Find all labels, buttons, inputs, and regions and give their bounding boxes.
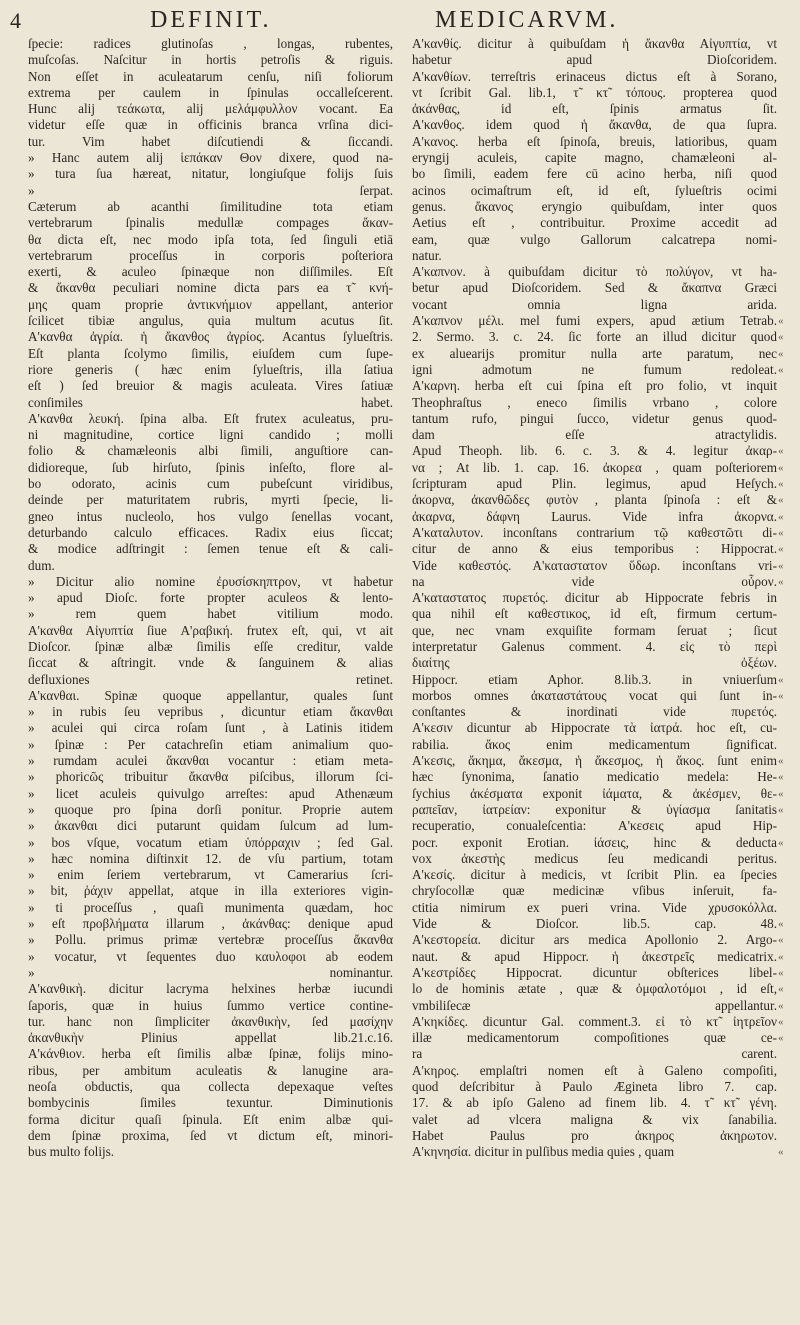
margin-quote-mark xyxy=(778,150,796,166)
text-line: 2. Sermo. 3. c. 24. ſic forte an illud dicitur quod xyxy=(412,329,777,345)
margin-quote-mark: « xyxy=(778,445,784,458)
text-line: genus. ἄκανος eryngio quibuſdam, inter quos xyxy=(412,198,777,214)
text-line: ſpecie: radices glutinoſas , longas, rubentes, xyxy=(28,36,393,51)
text-line: » aculei qui circa roſam ſunt , à Latinis itidem xyxy=(28,720,393,736)
margin-quote-mark: « xyxy=(778,673,784,686)
text-line: Α'καταλυτον. inconſtans contrarium τῷ καθεστῶτι di- xyxy=(412,524,777,540)
right-margin-quote-marks xyxy=(778,36,796,1160)
text-line: conſimiles habet. xyxy=(28,394,393,410)
text-line: ni magnitudine, cortice ligni candido ; molli xyxy=(28,427,393,443)
text-line: ἀκαρνα, δάφνη Laurus. Vide infra ἀκορνα. xyxy=(412,508,777,524)
text-line: bombycinis ſimiles texuntur. Diminutionis xyxy=(28,1095,393,1111)
text-line: que, nec vnam exquiſite formam ſeruat ; ſicut xyxy=(412,622,777,638)
text-line: » enim ſeriem vertebrarum, vt Camerarius ſcri- xyxy=(28,867,393,883)
text-line: forma dicitur quaſi ſpinula. Eſt enim albæ qui- xyxy=(28,1111,393,1127)
margin-quote-mark: « xyxy=(778,363,784,376)
margin-quote-mark: « xyxy=(778,331,784,344)
text-line: Α'κηκίδες. dicuntur Gal. comment.3. εἰ τὸ κτ̃ ἰητρεῖον xyxy=(412,1013,777,1029)
text-line: pocr. exponit Erotian. ἰάσεις, hinc & deducta xyxy=(412,834,777,850)
text-line: vox ἀκεστὴς medicus ſeu medicandi peritus. xyxy=(412,850,777,866)
text-line: ex aluearijs promitur nulla arte paratum, nec xyxy=(412,345,777,361)
text-line: » ſpinæ : Per catachreſin etiam animalium quo- xyxy=(28,736,393,752)
text-line: Α'κανθίς. dicitur à quibuſdam ἡ ἄκανθα Αἰγυπτία, vt xyxy=(412,36,777,51)
text-line: » Pollu. primus primæ vertebræ proceſſus ἄκανθα xyxy=(28,932,393,948)
margin-quote-mark xyxy=(778,166,796,182)
text-line: eam, quæ vulgo Gallorum calcatrepa nomi- xyxy=(412,231,777,247)
text-line: & modice adſtringit : ſemen tenue eſt & cali- xyxy=(28,541,393,557)
margin-quote-mark xyxy=(778,199,796,215)
margin-quote-mark: « xyxy=(778,494,784,507)
text-line: Α'κάνθιον. herba eſt ſimilis albæ ſpinæ, folijs mino- xyxy=(28,1046,393,1062)
text-line: ſaporis, quæ in huius ſummo vertice contine- xyxy=(28,997,393,1013)
text-line: eryngij aculeis, capite magno, chamæleoni al- xyxy=(412,150,777,166)
margin-quote-mark: « xyxy=(778,983,784,996)
margin-quote-mark: « xyxy=(778,755,784,768)
text-line: Α'κεσίς. dicitur à medicis, vt ſcribit Plin. ea ſpecies xyxy=(412,867,777,883)
text-line: » ti proceſſus , quaſi munimenta quædam, hoc xyxy=(28,899,393,915)
text-line: vocant omnia ligna arida. xyxy=(412,296,777,312)
text-line: » hæc nomina diſtinxit 12. de vſu partium, totam xyxy=(28,850,393,866)
text-line: Α'κανθαι. Spinæ quoque appellantur, quales ſunt xyxy=(28,687,393,703)
text-line: » tura ſua hæreat, nitatur, longiuſque folijs ſuis xyxy=(28,166,393,182)
right-text-column xyxy=(412,36,777,1160)
text-line: Vide & Dioſcor. lib.5. cap. 48. xyxy=(412,916,777,932)
text-line: dem ſpinæ proxima, ſed vt dictum eſt, minori- xyxy=(28,1127,393,1143)
text-line: Α'καρνη. herba eſt cui ſpina eſt pro folio, vt inquit xyxy=(412,378,777,394)
margin-quote-mark xyxy=(778,851,796,867)
text-line: » eſt προβλήματα illarum , ἀκάνθας: denique apud xyxy=(28,916,393,932)
text-line: διαίτης ὀξέων. xyxy=(412,655,777,671)
running-title-right: MEDICARVM. xyxy=(435,7,619,33)
text-line: 17. & ab ipſo Galeno ad finem lib. 4. τ̃ κτ̃ γένη. xyxy=(412,1095,777,1111)
margin-quote-mark: « xyxy=(778,478,784,491)
text-line: Α'κεστρίδες Hippocrat. dicuntur obſterices libel- xyxy=(412,964,777,980)
text-line: » bos vſque, vocatum etiam ὑπόρραχιν ; ſed Gal. xyxy=(28,834,393,850)
text-line: tur. hanc non ſimpliciter ἀκανθικὴν, ſed μασίχην xyxy=(28,1013,393,1029)
text-line: folio & chamæleonis albi ſimili, anguſtiore can- xyxy=(28,443,393,459)
text-line: dam eſſe atractylidis. xyxy=(412,427,777,443)
text-line: muſcoſas. Naſcitur in hortis petroſis & riguis. xyxy=(28,52,393,68)
text-line: Α'κανθικὴ. dicitur lacryma helxines herbæ iucundi xyxy=(28,981,393,997)
margin-quote-mark xyxy=(778,183,796,199)
margin-quote-mark: « xyxy=(778,461,784,474)
margin-quote-mark xyxy=(778,1095,796,1111)
text-line: valet ad vlcera maligna & vix ſanabilia. xyxy=(412,1111,777,1127)
text-line: Α'κεσιν dicuntur ab Hippocrate τὰ ἰατρά. hoc eſt, cu- xyxy=(412,720,777,736)
margin-quote-mark xyxy=(778,85,796,101)
text-line: chryſocollæ quæ medicinæ vſibus inſeruit, fa- xyxy=(412,883,777,899)
margin-quote-mark xyxy=(778,297,796,313)
text-line: habetur apud Dioſcoridem. xyxy=(412,52,777,68)
text-line: extrema per caulem in ſpinulas occalleſcerent. xyxy=(28,84,393,100)
margin-quote-mark xyxy=(778,232,796,248)
running-header xyxy=(0,4,800,34)
text-line: eſt ) ſed breuior & magis aculeata. Vires ſatiuæ xyxy=(28,378,393,394)
text-line: ἀκάνθας, id eſt, ſpinis armatus ſit. xyxy=(412,101,777,117)
margin-quote-mark xyxy=(778,1063,796,1079)
text-line: defluxiones retinet. xyxy=(28,671,393,687)
margin-quote-mark: « xyxy=(778,526,784,539)
text-line: » Hanc autem alij ἱεπάκαν Θον dixere, quod na- xyxy=(28,150,393,166)
text-line: Α'καπνον. à quibuſdam dicitur τὸ πολύγον, vt ha- xyxy=(412,264,777,280)
text-line: Cæterum ab acanthi ſimilitudine tota etiam xyxy=(28,198,393,214)
text-line: ſiccat & aſtringit. vnde & ſanguinem & alias xyxy=(28,655,393,671)
text-line: Α'κανος. herba eſt ſpinoſa, breuis, latioribus, quam xyxy=(412,133,777,149)
text-line: Α'κεστορεία. dicitur ars medica Apollonio 2. Argo- xyxy=(412,932,777,948)
text-line: morbos omnes ἀκαταστάτους vocat qui ſunt in- xyxy=(412,687,777,703)
text-line: ctitia nimirum ex pueri vrina. Vide χρυσοκόλλα. xyxy=(412,899,777,915)
margin-quote-mark: « xyxy=(778,510,784,523)
text-line: vt ſcribit Gal. lib.1, τ̃ κτ̃ τόπους. propterea quod xyxy=(412,84,777,100)
text-line: natur. xyxy=(412,247,442,263)
text-line: » quoque pro ſpina dorſi ponitur. Proprie autem xyxy=(28,801,393,817)
text-line: Apud Theoph. lib. 6. c. 3. & 4. legitur ἀκαρ- xyxy=(412,443,777,459)
margin-quote-mark xyxy=(778,215,796,231)
margin-quote-mark xyxy=(778,411,796,427)
text-line: » phoricῶς tribuitur ἄκανθα piſcibus, illorum ſci- xyxy=(28,769,393,785)
text-line: & ἄκανθα peculiari nomine dicta pars ea τ̃ κνή- xyxy=(28,280,393,296)
text-line: Eſt planta ſcolymo ſimilis, eiuſdem cum ſupe- xyxy=(28,345,393,361)
margin-quote-mark: « xyxy=(778,575,784,588)
text-line: citur de anno & eius temporibus : Hippocrat. xyxy=(412,541,777,557)
text-line: Theophraſtus , eneco ſimilis vrbano , colore xyxy=(412,394,777,410)
margin-quote-mark xyxy=(778,639,796,655)
text-line: bo odorato, acinis cum pubeſcunt viridibus, xyxy=(28,476,393,492)
running-title-left: DEFINIT. xyxy=(150,7,272,33)
text-line: vertebrarum ſpinalis medullæ compages ἄκαν- xyxy=(28,215,393,231)
margin-quote-mark: « xyxy=(778,347,784,360)
margin-quote-mark: « xyxy=(778,543,784,556)
text-line: » licet aculeis quivulgo arreſtes: apud Athenæum xyxy=(28,785,393,801)
text-line: » rumdam aculei ἄκανθαι vocantur : etiam meta- xyxy=(28,753,393,769)
margin-quote-mark xyxy=(778,378,796,394)
text-line: illæ medicamentorum compoſitiones quæ ce- xyxy=(412,1030,777,1046)
text-line: Α'κηρος. emplaſtri nomen eſt à Galeno compoſiti, xyxy=(412,1062,777,1078)
text-line: ſcilicet tibiæ angulus, quia multum acutus ſit. xyxy=(28,313,393,329)
text-line: riore generis ( hæc enim ſylueſtris, illa ſatiua xyxy=(28,361,393,377)
margin-quote-mark: « xyxy=(778,771,784,784)
text-line: vmbiliſecæ appellantur. xyxy=(412,997,777,1013)
margin-quote-mark: « xyxy=(778,689,784,702)
margin-quote-mark xyxy=(778,36,796,52)
text-line: ra carent. xyxy=(412,1046,777,1062)
text-line: neoſa obductis, qua collecta depexaque veſtes xyxy=(28,1079,393,1094)
margin-quote-mark xyxy=(778,606,796,622)
text-line: » in rubis ſeu vepribus , dicuntur etiam ἄκανθαι xyxy=(28,704,393,720)
margin-quote-mark xyxy=(778,264,796,280)
text-line: » rem quem habet vitilium modo. xyxy=(28,606,393,622)
margin-quote-mark xyxy=(778,1128,796,1144)
text-line: didioreque, ſub hirſuto, ſpinis inſeſto, flore al- xyxy=(28,459,393,475)
margin-quote-mark xyxy=(778,101,796,117)
margin-quote-mark xyxy=(778,395,796,411)
margin-quote-mark xyxy=(778,704,796,720)
margin-quote-mark: « xyxy=(778,966,784,979)
margin-quote-mark xyxy=(778,867,796,883)
text-line: » apud Dioſc. forte propter aculeos & lento- xyxy=(28,590,393,606)
text-line: Vide καθεστός. Α'καταστατον ὕδωρ. inconſtans vri- xyxy=(412,557,777,573)
margin-quote-mark xyxy=(778,1046,796,1062)
margin-quote-mark: « xyxy=(778,803,784,816)
text-line: Non eſſet in aculeatarum cenſu, niſi foliorum xyxy=(28,68,393,84)
text-line: θα dicta eſt, nec modo ipſa tota, ſed ſinguli etiā xyxy=(28,231,393,247)
text-line: tantum rufo, pingui ſucco, videtur genus quod- xyxy=(412,410,777,426)
text-line: Α'κανθίων. terreſtris erinaceus dictus eſt à Sorano, xyxy=(412,68,777,84)
text-line: betur apud Dioſcoridem. Sed & ἄκαπνα Græci xyxy=(412,280,777,296)
text-line: μης quam proprie ἀντικνήμιον appellant, anterior xyxy=(28,296,393,312)
text-line: naut. & apud Hippocr. ἡ ἀκεστρεῖς medicatrix. xyxy=(412,948,777,964)
text-line: Α'κανθα Αἰγυπτία ſiue Α'ραβική. frutex eſt, qui, vt ait xyxy=(28,622,393,638)
text-line: Α'κεσις, ἄκημα, ἄκεσμα, ἡ ἄκεσμος, ἡ ἄκος. ſunt enim xyxy=(412,753,777,769)
text-line: ἀκανθικὴν Plinius appellat lib.21.c.16. xyxy=(28,1030,393,1046)
margin-quote-mark xyxy=(778,1112,796,1128)
text-line: hæc ſynonima, ſanatio medicatio medela: He- xyxy=(412,769,777,785)
margin-quote-mark: « xyxy=(778,315,784,328)
text-line: Α'κανθα ἀγρία. ἡ ἄκανθος ἀγρίος. Acantus ſylueſtris. xyxy=(28,329,393,345)
margin-quote-mark: « xyxy=(778,1032,784,1045)
text-line: » bit, ῥάχιν appellat, atque in illa exteriores vigin- xyxy=(28,883,393,899)
margin-quote-mark xyxy=(778,1079,796,1095)
text-line: ραπεῖαν, ἰατρείαν: exponitur & ὑγίασμα ſanitatis xyxy=(412,801,777,817)
text-line: » vocatur, vt ſequentes duo καυλοφοι ab eodem xyxy=(28,948,393,964)
text-line: exerti, & aculeo ſpinæque non diſſimiles. Eſt xyxy=(28,264,393,280)
text-line: acinos ocimaſtrum eſt, id eſt, ſylueſtris ocimi xyxy=(412,182,777,198)
text-line: deturbando calculo efficaces. Radix eius ſiccat; xyxy=(28,524,393,540)
text-line: ſcripturam apud Plin. legimus, apud Heſych. xyxy=(412,476,777,492)
text-line: Hunc alij τεάκωτα, alij μελάμφυλλον vocant. Ea xyxy=(28,101,393,117)
text-line: να ; At lib. 1. cap. 16. ἀκορεα , quam poſteriorem xyxy=(412,459,777,475)
left-text-column xyxy=(28,36,393,1160)
text-line: Dioſcor. ſpinæ albæ ſimilis eſſe creditur, valde xyxy=(28,638,393,654)
margin-quote-mark xyxy=(778,427,796,443)
margin-quote-mark: « xyxy=(778,934,784,947)
margin-quote-mark xyxy=(778,720,796,736)
page-number: 4 xyxy=(10,8,22,33)
margin-quote-mark xyxy=(778,590,796,606)
margin-quote-mark xyxy=(778,737,796,753)
text-line: gneo intus nucleolo, hos vulgo ſenellas vocant, xyxy=(28,508,393,524)
text-line: ſychius ἀκέσματα exponit ἰάματα, & ἀκέσμεν, θε- xyxy=(412,785,777,801)
margin-quote-mark: « xyxy=(778,950,784,963)
text-line: igni admotum ne fumum redoleat. xyxy=(412,361,777,377)
text-line: vertebrarum proceſſus in corporis poſteriora xyxy=(28,247,393,263)
text-line: deinde per maturitatem rubris, myrti ſpecie, li- xyxy=(28,492,393,508)
margin-quote-mark xyxy=(778,117,796,133)
text-line: quod deſcribitur à Paulo Ægineta libro 7. cap. xyxy=(412,1079,777,1094)
margin-quote-mark xyxy=(778,655,796,671)
text-line: Α'κηνησία. dicitur in pulſibus media quies , quam xyxy=(412,1144,675,1160)
text-line: » ἀκανθαι dici putarunt quidam ſulcum ad lum- xyxy=(28,818,393,834)
margin-quote-mark: « xyxy=(778,1146,784,1159)
text-line: » nominantur. xyxy=(28,964,393,980)
margin-quote-mark xyxy=(778,818,796,834)
margin-quote-mark: « xyxy=(778,918,784,931)
text-line: Α'κανθα λευκή. ſpina alba. Eſt frutex aculeatus, pru- xyxy=(28,410,393,426)
text-line: » Dicitur alio nomine ἐρυσίσκηπτρον, vt habetur xyxy=(28,573,393,589)
margin-quote-mark xyxy=(778,280,796,296)
text-line: videtur eſſe quæ in officinis branca vrſina dici- xyxy=(28,117,393,133)
text-line: dum. xyxy=(28,557,55,573)
text-line: Habet Paulus pro ἀκηρος ἀκηρωτον. xyxy=(412,1127,777,1143)
text-line: bo ſimili, eadem fere cū acino herba, niſi quod xyxy=(412,166,777,182)
text-line: rabilia. ἄκος enim medicamentum ſignificat. xyxy=(412,736,777,752)
text-line: lo de hominis ætate , quæ & ὀμφαλοτόμοι , id eſt, xyxy=(412,981,777,997)
margin-quote-mark: « xyxy=(778,787,784,800)
margin-quote-mark: « xyxy=(778,559,784,572)
text-line: Aetius eſt , contribuitur. Proxime accedit ad xyxy=(412,215,777,231)
margin-quote-mark xyxy=(778,623,796,639)
margin-quote-mark: « xyxy=(778,1015,784,1028)
margin-quote-mark xyxy=(778,883,796,899)
text-line: tur. Vim habet diſcutiendi & ſiccandi. xyxy=(28,133,393,149)
text-line: qua nihil eſt καθεστικος, id eſt, firmum certum- xyxy=(412,606,777,622)
margin-quote-mark: « xyxy=(778,999,784,1012)
text-line: bus multo folijs. xyxy=(28,1144,115,1160)
margin-quote-mark xyxy=(778,900,796,916)
text-line: conſtantes & inordinati vide πυρετός. xyxy=(412,704,777,720)
text-line: Hippocr. etiam Aphor. 8.lib.3. in vniuerſum xyxy=(412,671,777,687)
text-line: ribus, per ambitum aculeatis & lanugine ara- xyxy=(28,1062,393,1078)
text-line: recuperatio, conualeſcentia: Α'κεσεις apud Hip- xyxy=(412,818,777,834)
margin-quote-mark xyxy=(778,69,796,85)
text-line: Α'κανθος. idem quod ἡ ἄκανθα, de qua ſupra. xyxy=(412,117,777,133)
margin-quote-mark: « xyxy=(778,836,784,849)
margin-quote-mark xyxy=(778,248,796,264)
text-line: Α'καταστατος πυρετός. dicitur ab Hippocrate febris in xyxy=(412,590,777,606)
margin-quote-mark xyxy=(778,52,796,68)
margin-quote-mark xyxy=(778,134,796,150)
text-line: » ſerpat. xyxy=(28,182,393,198)
text-line: interpretatur Galenus comment. 4. εἰς τὸ περὶ xyxy=(412,638,777,654)
text-line: na vide οὖρον. xyxy=(412,573,777,589)
text-line: Α'καπνον μέλι. mel fumi expers, apud ætium Tetrab. xyxy=(412,313,777,329)
text-line: ἀκορνα, ἀκανθῶδες φυτὸν , planta ſpinoſa : eſt & xyxy=(412,492,777,508)
